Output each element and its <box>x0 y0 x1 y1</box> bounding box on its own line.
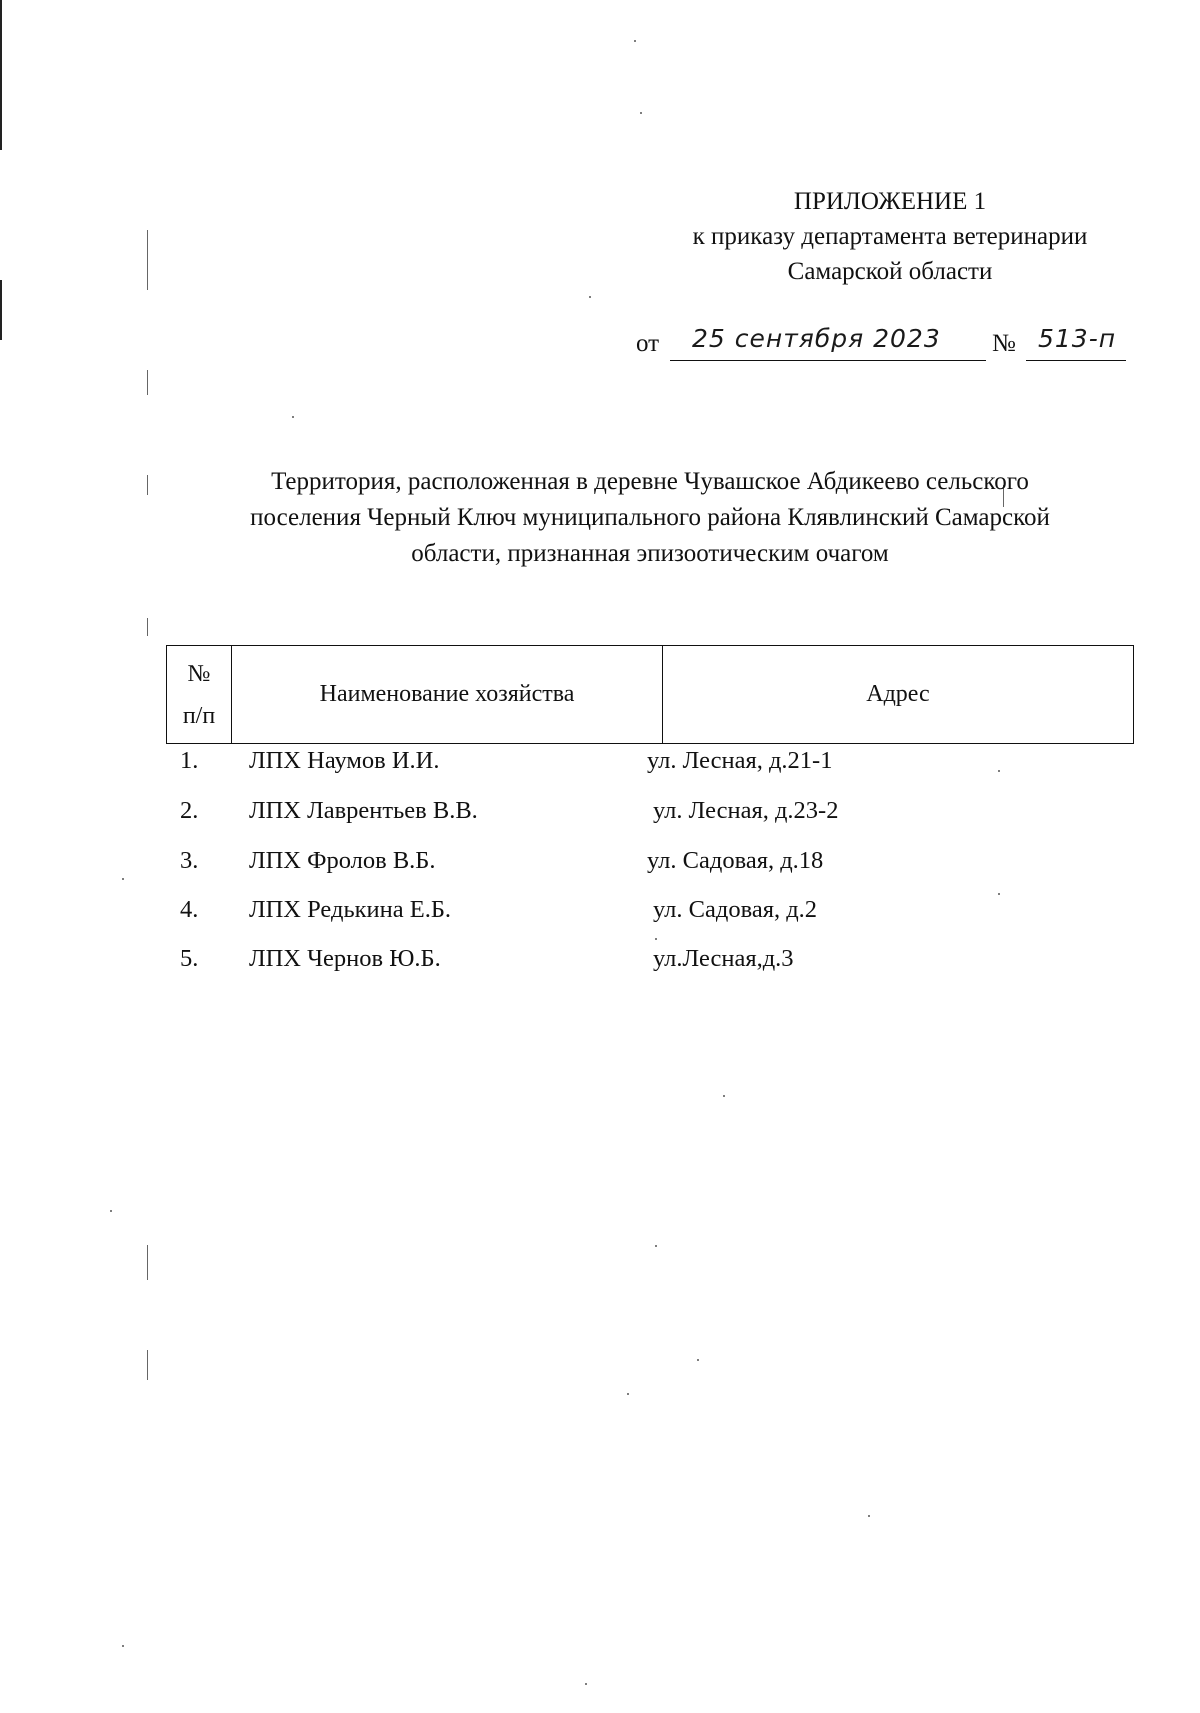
date-underline <box>670 360 986 361</box>
scan-edge-mark <box>0 0 2 150</box>
scan-speck <box>122 1645 124 1647</box>
scan-speck <box>655 1245 657 1247</box>
scan-speck <box>697 1359 699 1361</box>
header-number-pp: п/п <box>182 702 216 729</box>
document-title <box>160 464 1140 572</box>
scan-speck <box>723 1095 725 1097</box>
row-address: ул. Садовая, д.2 <box>653 896 818 923</box>
scan-speck <box>640 112 642 114</box>
row-number: 3. <box>180 847 199 874</box>
number-prefix: № <box>992 330 1016 357</box>
header-farm-name: Наименование хозяйства <box>232 646 663 744</box>
scan-edge-mark <box>0 280 2 340</box>
row-number: 2. <box>180 797 199 824</box>
scan-speck <box>147 370 148 395</box>
scan-speck <box>998 770 1000 772</box>
scan-speck <box>868 1515 870 1517</box>
row-number: 4. <box>180 896 199 923</box>
scan-speck <box>147 1245 148 1280</box>
handwritten-date: 25 сентября 2023 <box>692 324 941 353</box>
scan-speck <box>998 893 1000 895</box>
row-farm-name: ЛПХ Лаврентьев В.В. <box>249 797 478 824</box>
farms-table-header <box>166 645 1134 744</box>
title-line: Территория, расположенная в деревне Чувашское Абдикеево сельского <box>271 468 1029 495</box>
scan-speck <box>292 416 294 418</box>
appendix-region: Самарской области <box>787 258 993 285</box>
scan-speck <box>147 1350 148 1380</box>
appendix-header <box>640 184 1140 289</box>
scan-speck <box>655 938 657 940</box>
scan-speck <box>589 296 591 298</box>
scan-speck <box>147 618 148 636</box>
row-address: ул. Садовая, д.18 <box>647 847 824 874</box>
row-farm-name: ЛПХ Чернов Ю.Б. <box>249 945 441 972</box>
title-line: области, признанная эпизоотическим очагом <box>411 540 889 567</box>
scan-speck <box>122 878 124 880</box>
handwritten-number: 513-п <box>1038 324 1117 353</box>
date-prefix: от <box>636 330 660 357</box>
scan-speck <box>110 1210 112 1212</box>
row-address: ул. Лесная, д.21-1 <box>647 747 833 774</box>
row-farm-name: ЛПХ Фролов В.Б. <box>249 847 436 874</box>
scan-speck <box>627 1393 629 1395</box>
row-address: ул. Лесная, д.23-2 <box>653 797 839 824</box>
header-address: Адрес <box>663 646 1134 744</box>
appendix-order-ref: к приказу департамента ветеринарии <box>692 223 1088 250</box>
scan-speck <box>147 475 148 495</box>
title-line: поселения Черный Ключ муниципального района Клявлинский Самарской <box>250 504 1050 531</box>
row-farm-name: ЛПХ Наумов И.И. <box>249 747 440 774</box>
row-farm-name: ЛПХ Редькина Е.Б. <box>249 896 452 923</box>
order-date-number-line <box>636 326 1126 366</box>
number-underline <box>1026 360 1126 361</box>
header-number-sign: № <box>187 660 211 687</box>
scan-speck <box>585 1683 587 1685</box>
row-address: ул.Лесная,д.3 <box>653 945 794 972</box>
scan-speck <box>634 40 636 42</box>
row-number: 1. <box>180 747 199 774</box>
row-number: 5. <box>180 945 199 972</box>
appendix-title: ПРИЛОЖЕНИЕ 1 <box>793 188 987 215</box>
scan-speck <box>147 230 148 290</box>
header-number <box>167 646 232 744</box>
